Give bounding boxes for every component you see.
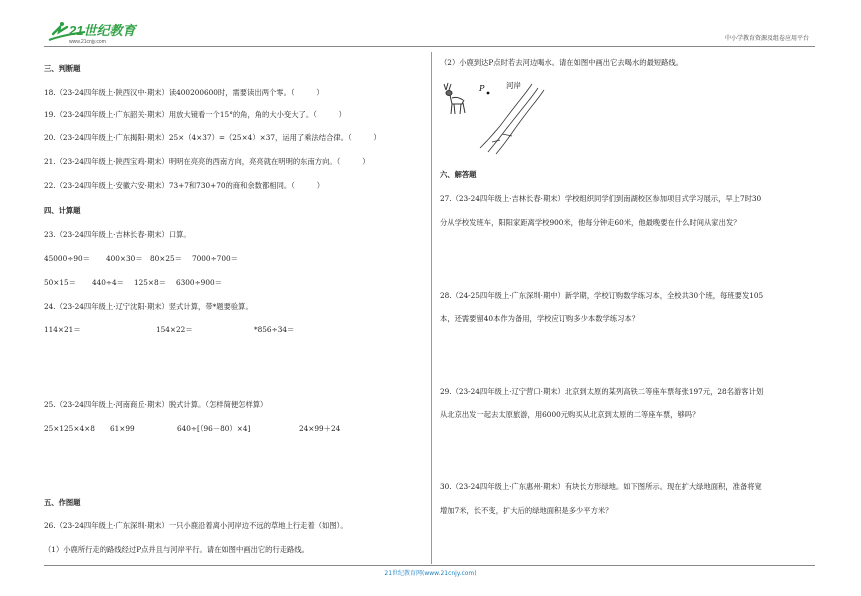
page-header (0, 0, 861, 46)
question-21: 21.（23-24四年级上·陕西宝鸡·期末）明明在亮亮的西南方向，亮亮就在明明的东南方向。（ ） (44, 157, 370, 166)
q23-row-2 (44, 278, 222, 288)
q25-row (44, 424, 340, 434)
deer-river-figure (440, 78, 552, 158)
q24-row (44, 325, 294, 335)
section-answer-title: 六、解答题 (440, 170, 477, 179)
question-22: 22.（23-24四年级上·安徽六安·期末）73+7和730+70的商和余数都相同。（ ） (44, 181, 325, 190)
question-27-line-1: 27.（23-24四年级上·吉林长春·期末）学校组织同学们到南湖校区参加项目式学习展示，早上7时30 (440, 194, 762, 203)
calc-item: *856÷34＝ (254, 325, 295, 334)
question-30-line-1: 30.（23-24四年级上·广东惠州·期末）有块长方形绿地。如下图所示。现在扩大绿地面积，准备将宽 (440, 482, 762, 491)
svg-text:21世纪教育: 21世纪教育 (69, 23, 136, 38)
section-calculation-title: 四、计算题 (44, 206, 81, 215)
calc-item: 61×99 (110, 424, 135, 433)
question-20: 20.（23-24四年级上·广东揭阳·期末）25×（4×37）=（25×4）×37，运用了乘法结合律。（ ） (44, 133, 381, 142)
calc-item: 6300÷900＝ (176, 278, 222, 287)
point-p-label: P (479, 84, 485, 93)
calc-item: 7000÷700＝ (192, 254, 238, 263)
question-18: 18.（23-24四年级上·陕西汉中·期末）读400200600时，需要读出两个零。（ ） (44, 88, 324, 97)
question-30-line-2: 增加7米，长不变，扩大后的绿地面积是多少平方米？ (440, 506, 613, 515)
q23-row-1 (44, 254, 238, 264)
question-19: 19.（23-24四年级上·广东韶关·期末）用放大镜看一个15°的角，角的大小变大了。（ ） (44, 110, 346, 119)
question-29-line-2: 从北京出发一起去太原旅游，用6000元购买从北京到太原的二等座车票，够吗？ (440, 410, 700, 419)
calc-item: 50×15＝ (44, 278, 76, 287)
calc-item: 154×22＝ (156, 325, 193, 334)
calc-item: 114×21＝ (44, 325, 81, 334)
river-lines (480, 84, 544, 154)
section-drawing-title: 五、作图题 (44, 498, 81, 507)
calc-item: 25×125×4×8 (44, 424, 95, 433)
question-24: 24.（23-24四年级上·辽宁沈阳·期末）竖式计算，带*题要验算。 (44, 302, 253, 311)
question-29-line-1: 29.（23-24四年级上·辽宁营口·期末）北京到太原的某列高铁二等座车票每张197元，28名游客计划 (440, 387, 764, 396)
calc-item: 400×30＝ (106, 254, 143, 263)
question-26-part-1: （1）小鹿所行走的路线经过P点并且与河岸平行。请在如图中画出它的行走路线。 (44, 545, 309, 554)
question-28-line-1: 28.（24-25四年级上·广东深圳·期中）新学期，学校订购数学练习本，全校共30个班，每班要发105 (440, 291, 764, 300)
svg-text:www.21cnjy.com: www.21cnjy.com (69, 39, 106, 45)
section-judgement-title: 三、判断题 (44, 64, 81, 73)
footer-link[interactable]: 21世纪教育网(www.21cnjy.com) (384, 570, 477, 577)
question-28-line-2: 本，还需要留40本作为备用，学校应订购多少本数学练习本？ (440, 314, 640, 323)
calc-item: 80×25＝ (150, 254, 182, 263)
question-27-line-2: 分从学校发班车，阳阳家距离学校900米，他每分钟走60米，他最晚要在什么时间从家出发？ (440, 218, 741, 227)
calc-item: 45000÷90＝ (44, 254, 90, 263)
question-26: 26.（23-24四年级上·广东深圳·期末）一只小鹿沿着离小河岸边不远的草地上行走着（如图）。 (44, 521, 348, 530)
column-divider (431, 52, 432, 564)
point-p-marker (487, 92, 490, 95)
question-25: 25.（23-24四年级上·河南商丘·期末）脱式计算。（怎样简便怎样算） (44, 400, 268, 409)
calc-item: 640÷[（96－80）×4] (177, 424, 251, 433)
brand-logo (47, 18, 157, 46)
footer-rule (44, 565, 815, 566)
river-bank-label: 河岸 (506, 81, 521, 90)
header-rule (44, 46, 815, 47)
calc-item: 440÷4＝ (92, 278, 124, 287)
deer-icon (444, 83, 465, 114)
question-23: 23.（23-24四年级上·吉林长春·期末）口算。 (44, 230, 191, 239)
question-26-part-2: （2）小鹿到达P点时若去河边喝水。请在如图中画出它去喝水的最短路线。 (440, 58, 684, 67)
header-platform-text: 中小学教育资源及组卷应用平台 (724, 35, 809, 42)
calc-item: 125×8＝ (134, 278, 166, 287)
calc-item: 24×99＋24 (299, 424, 341, 433)
